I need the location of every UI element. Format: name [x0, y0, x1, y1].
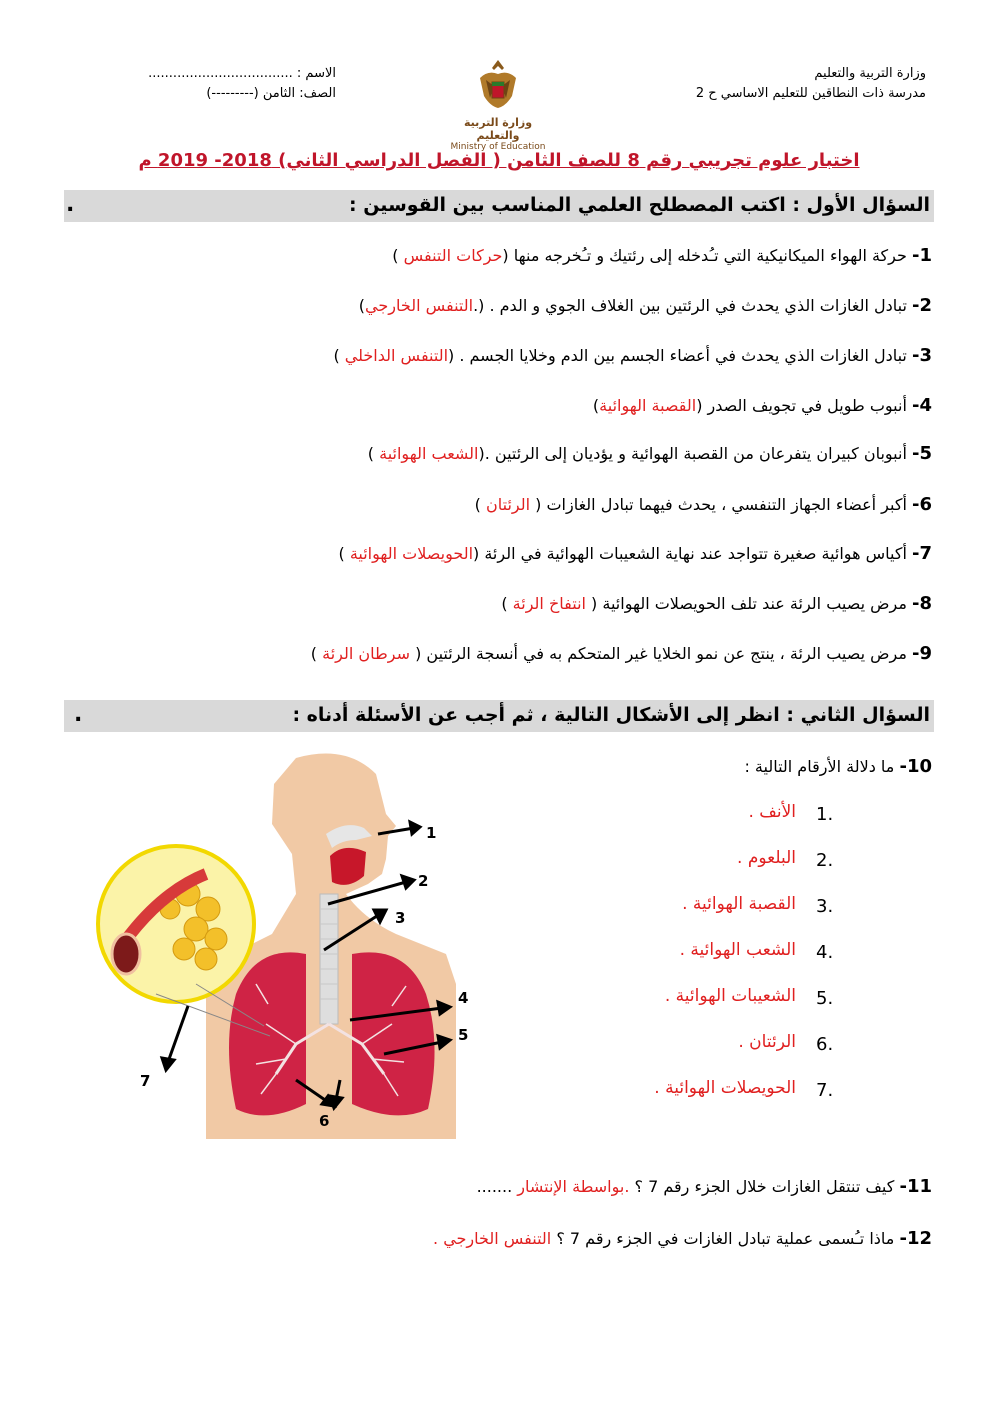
falcon-emblem-icon	[468, 56, 528, 112]
question-number: 9-	[911, 643, 932, 664]
question-number: 7-	[911, 543, 932, 564]
diagram-label-1: 1	[426, 824, 437, 842]
close-paren: )	[310, 644, 323, 663]
list-item-number: 4.	[816, 942, 834, 963]
answer-text: .بواسطة الإنتشار	[517, 1177, 630, 1196]
list-item-text: الرئتان .	[738, 1032, 796, 1052]
section2-heading-bar	[64, 700, 934, 732]
question-text: مرض يصيب الرئة ، ينتج عن نمو الخلايا غير المتحكم به في أنسجة الرئتين (	[409, 644, 907, 663]
question-text: كيف تنتقل الغازات خلال الجزء رقم 7 ؟	[629, 1177, 895, 1196]
list-item-text: البلعوم .	[737, 848, 796, 868]
question-number: 12-	[899, 1228, 932, 1249]
logo-english-text: Ministry of Education	[450, 142, 546, 152]
close-paren: )	[474, 495, 486, 514]
question-number: 8-	[911, 593, 932, 614]
close-paren: )	[333, 346, 345, 365]
question-text: ما دلالة الأرقام التالية :	[744, 757, 895, 776]
list-item-text: الشعيبات الهوائية .	[664, 986, 796, 1006]
list-item-text: الشعب الهوائية .	[679, 940, 796, 960]
question-10	[744, 756, 932, 777]
question-text: مرض يصيب الرئة عند تلف الحويصلات الهوائية (	[585, 594, 907, 613]
question-11	[82, 1176, 932, 1197]
diagram-label-4: 4	[458, 989, 469, 1007]
answer-text: التنفس الخارجي .	[433, 1229, 552, 1248]
question-number: 11-	[899, 1176, 932, 1197]
question-number: 10-	[899, 756, 932, 777]
answer-text: التنفس الخارجي	[365, 296, 474, 315]
diagram-label-2: 2	[418, 872, 429, 890]
student-info-block	[96, 64, 336, 104]
list-item-number: 3.	[816, 896, 834, 917]
question-row	[82, 593, 932, 614]
answer-text: القصبة الهوائية	[599, 396, 697, 415]
question-number: 6-	[911, 494, 932, 515]
question-row	[82, 345, 932, 366]
answer-text: الحويصلات الهوائية	[349, 544, 474, 563]
question-row	[82, 643, 932, 664]
header-ministry-block	[626, 64, 926, 104]
close-paren: )	[501, 594, 513, 613]
school-name: مدرسة ذات النطاقين للتعليم الاساسي ح 2	[695, 86, 926, 101]
question-number: 3-	[911, 345, 932, 366]
question-12	[82, 1228, 932, 1249]
list-item-number: 6.	[816, 1034, 834, 1055]
respiratory-diagram-image	[96, 744, 556, 1139]
answer-text: الشعب الهوائية	[379, 444, 479, 463]
answer-text: الرئتان	[486, 495, 531, 514]
question-text: أنبوب طويل في تجويف الصدر (	[696, 396, 907, 415]
diagram-label-5: 5	[458, 1026, 469, 1044]
answer-dots: .......	[476, 1177, 518, 1196]
answer-text: التنفس الداخلي	[344, 346, 449, 365]
answer-text: حركات التنفس	[403, 246, 503, 265]
diagram-label-7: 7	[140, 1072, 151, 1090]
ministry-name: وزارة التربية والتعليم	[814, 66, 926, 81]
list-item-number: 2.	[816, 850, 834, 871]
question-number: 1-	[911, 245, 932, 266]
list-item-text: القصبة الهوائية .	[682, 894, 796, 914]
answer-text: سرطان الرئة	[322, 644, 410, 663]
question-row	[82, 245, 932, 266]
list-item-number: 1.	[816, 804, 834, 825]
diagram-label-3: 3	[395, 909, 406, 927]
question-text: تبادل الغازات الذي يحدث في الرئتين بين الغلاف الجوي و الدم . (.	[473, 296, 907, 315]
question-number: 5-	[911, 443, 932, 464]
student-class-field: الصف: الثامن (---------)	[206, 86, 336, 101]
list-item-number: 5.	[816, 988, 834, 1009]
logo-arabic-text: وزارة التربية والتعليم	[463, 116, 533, 142]
section1-heading: السؤال الأول : اكتب المصطلح العلمي المناسب بين القوسين :	[349, 194, 930, 216]
list-item-number: 7.	[816, 1080, 834, 1101]
question-row	[82, 295, 932, 316]
section2-dot: .	[74, 702, 83, 727]
close-paren: )	[358, 296, 366, 315]
question-row	[82, 395, 932, 416]
list-item-text: الحويصلات الهوائية .	[654, 1078, 796, 1098]
question-text: تبادل الغازات الذي يحدث في أعضاء الجسم بين الدم وخلايا الجسم . (	[448, 346, 907, 365]
close-paren: )	[592, 396, 600, 415]
respiratory-system-diagram	[96, 744, 556, 1139]
close-paren: )	[367, 444, 380, 463]
page-title: اختبار علوم تجريبي رقم 8 للصف الثامن ( الفصل الدراسي الثاني) 2018- 2019 م	[138, 150, 860, 171]
question-text: أنبوبان كبيران يتفرعان من القصبة الهوائية و يؤديان إلى الرئتين .(	[478, 444, 907, 463]
ministry-logo	[448, 56, 548, 152]
section1-dot: .	[66, 192, 75, 217]
student-name-field: الاسم : ...................................	[148, 66, 336, 81]
list-item-text: الأنف .	[748, 802, 796, 822]
question-row	[82, 443, 932, 464]
question-number: 4-	[911, 395, 932, 416]
answer-text: انتفاخ الرئة	[512, 594, 586, 613]
question-number: 2-	[911, 295, 932, 316]
question-text: أكياس هوائية صغيرة تتواجد عند نهاية الشعيبات الهوائية في الرئة (	[473, 544, 907, 563]
section1-heading-bar	[64, 190, 934, 222]
diagram-label-6: 6	[319, 1112, 330, 1130]
question-text: أكبر أعضاء الجهاز التنفسي ، يحدث فيهما تبادل الغازات (	[530, 495, 907, 514]
question-text: حركة الهواء الميكانيكية التي تـُدخله إلى رئتيك و تـُخرجه منها (	[502, 246, 907, 265]
close-paren: )	[338, 544, 350, 563]
question-row	[82, 543, 932, 564]
section2-heading: السؤال الثاني : انظر إلى الأشكال التالية ، ثم أجب عن الأسئلة أدناه :	[292, 704, 930, 726]
question-text: ماذا تـُسمى عملية تبادل الغازات في الجزء رقم 7 ؟	[551, 1229, 895, 1248]
close-paren: )	[392, 246, 404, 265]
question-row	[82, 494, 932, 515]
